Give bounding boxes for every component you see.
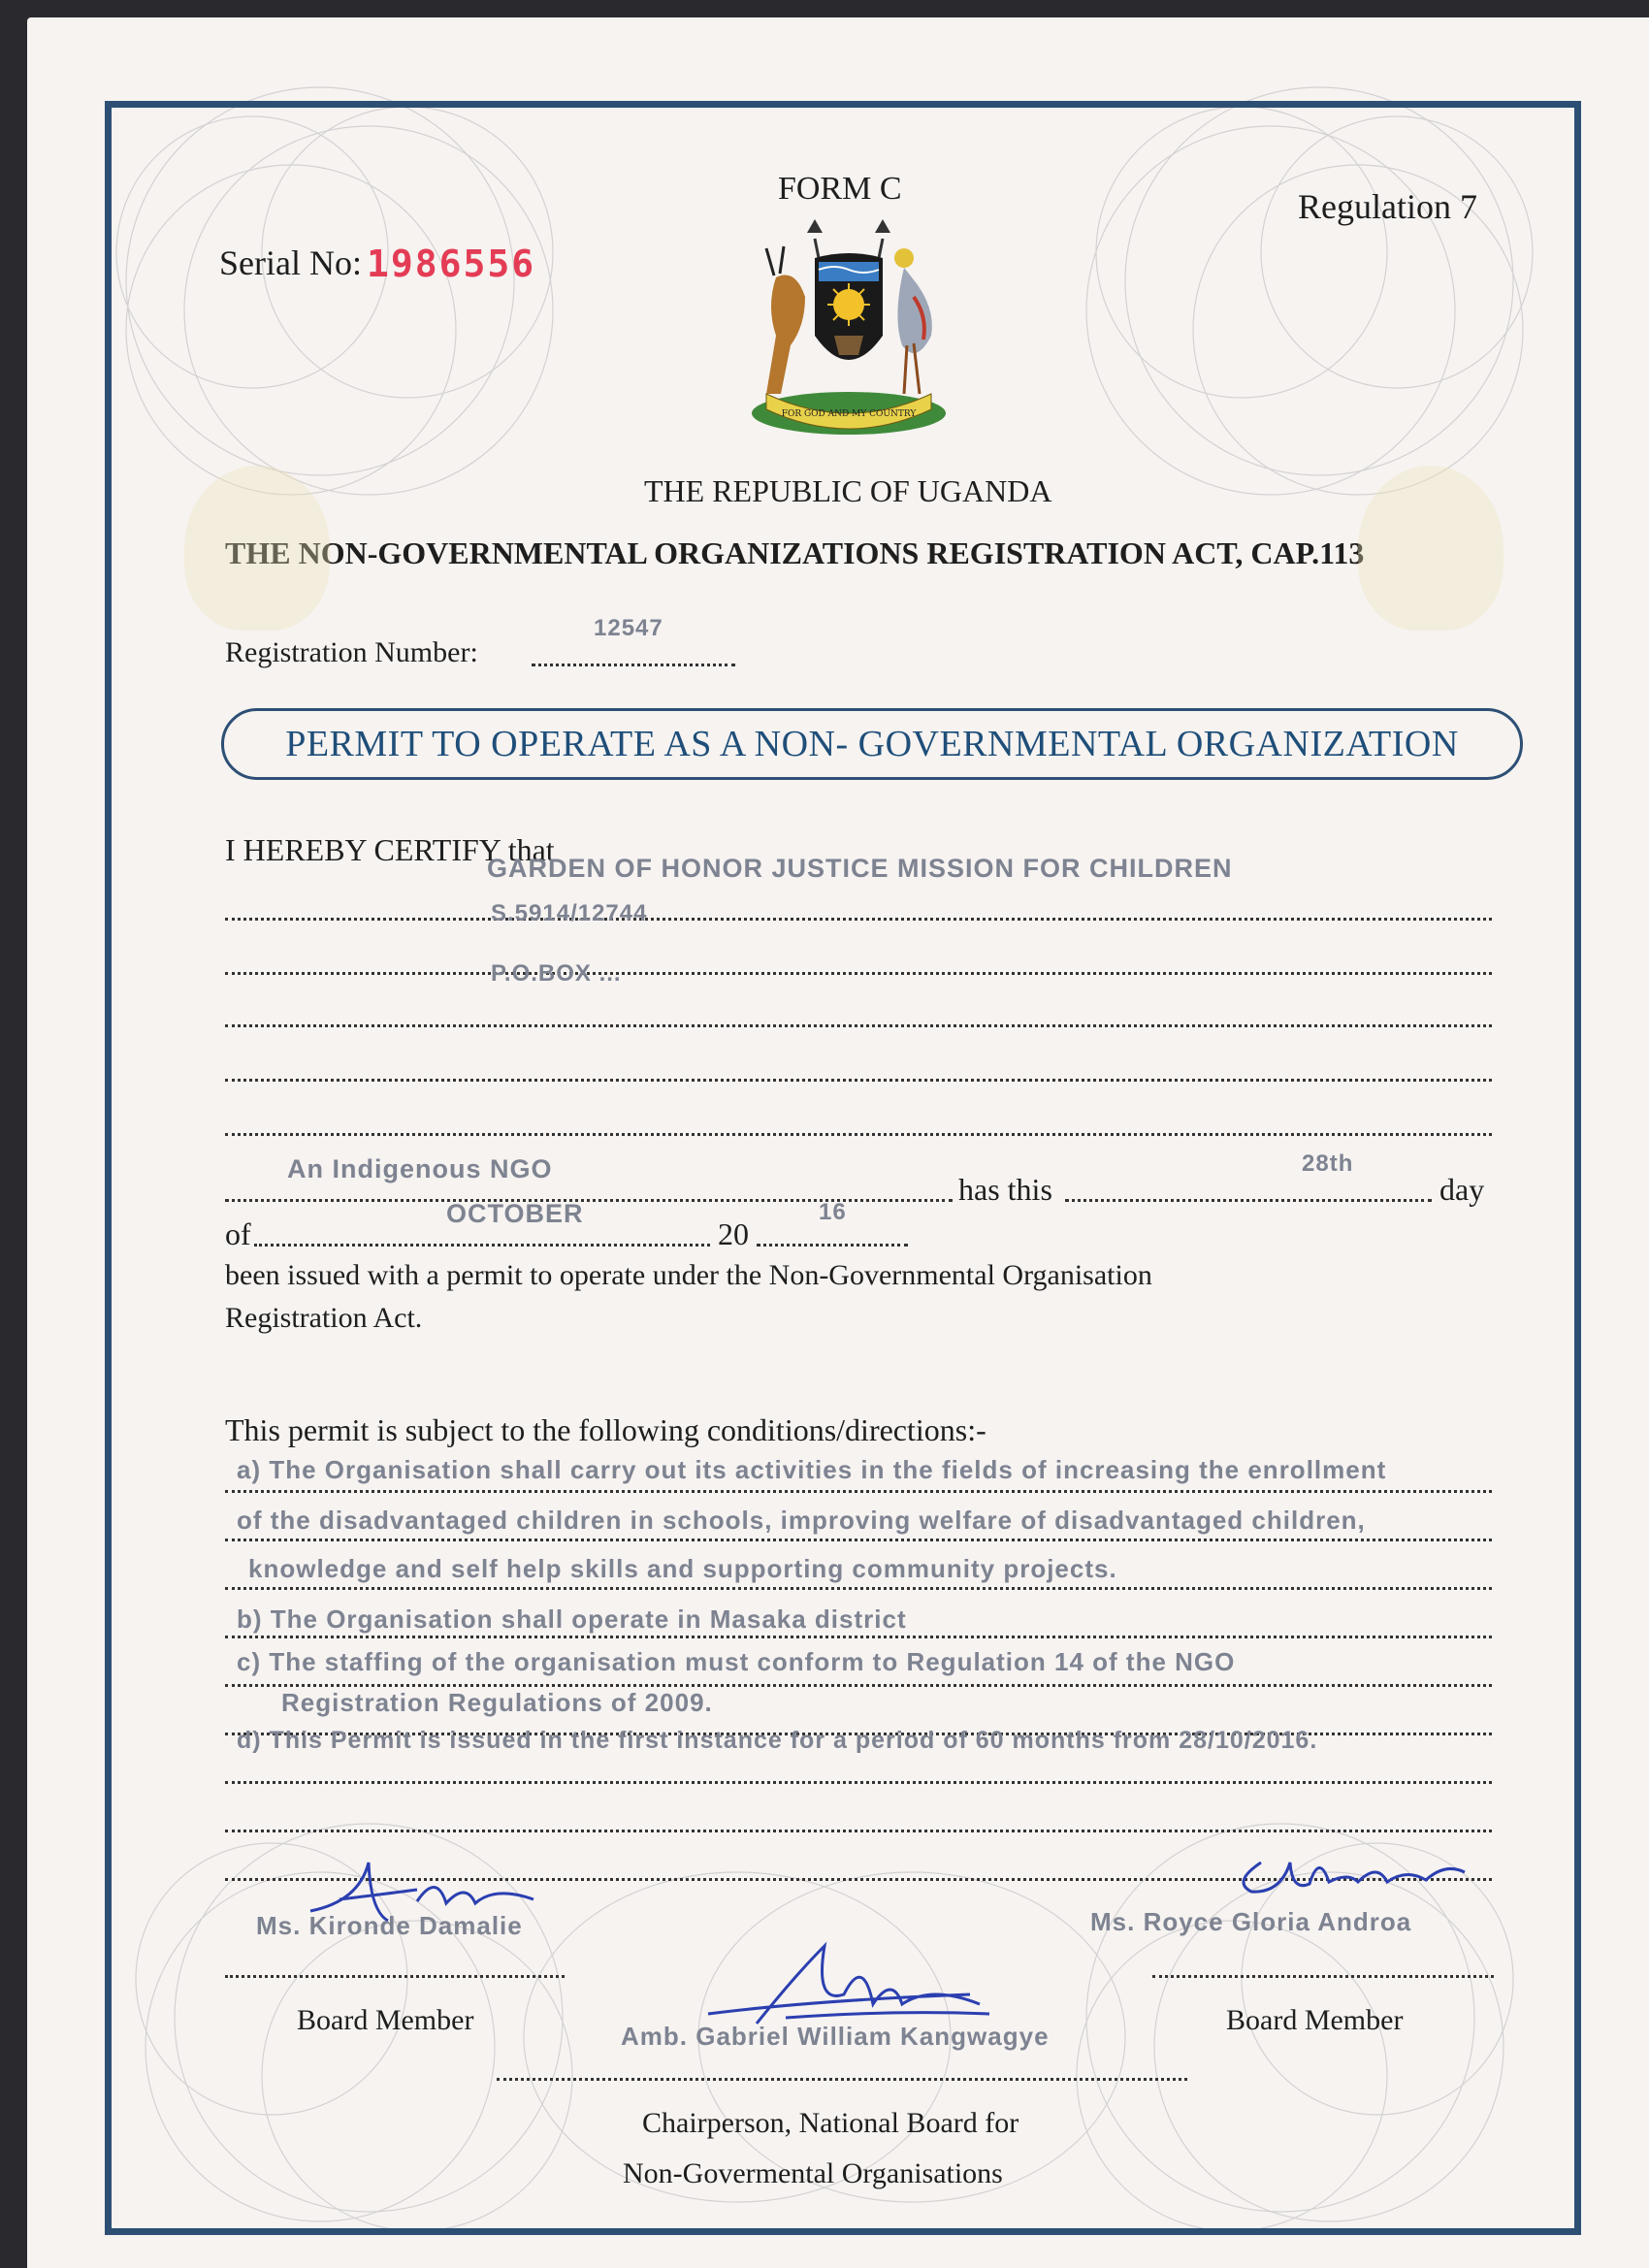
dotted-line-1 <box>225 918 1492 921</box>
org-name: GARDEN OF HONOR JUSTICE MISSION FOR CHILDREN <box>487 854 1233 883</box>
of-label: of <box>225 1216 251 1251</box>
form-label: FORM C <box>778 171 902 207</box>
certify-intro: I HEREBY CERTIFY that <box>225 832 555 867</box>
year-dotted-line <box>757 1244 908 1247</box>
left-signatory-role: Board Member <box>297 2004 474 2036</box>
condition-line-a-cont-2: knowledge and self help skills and supporting community projects. <box>248 1554 1117 1583</box>
dotted-line-3 <box>225 1024 1492 1027</box>
coat-of-arms-emblem <box>737 219 960 448</box>
day-value: 28th <box>1302 1150 1354 1177</box>
serial-number: 1986556 <box>367 243 536 285</box>
watermark-emblem-right <box>1358 466 1504 631</box>
center-signatory-role-line-2: Non-Govermental Organisations <box>623 2157 1003 2189</box>
center-signatory-role-line-1: Chairperson, National Board for <box>642 2107 1019 2139</box>
condition-dotted-line-1 <box>225 1490 1492 1493</box>
dotted-line-2 <box>225 972 1492 975</box>
conditions-heading: This permit is subject to the following conditions/directions:- <box>225 1412 986 1447</box>
condition-line-c: c) The staffing of the organisation must conform to Regulation 14 of the NGO <box>237 1647 1236 1676</box>
condition-dotted-line-7 <box>225 1781 1492 1784</box>
left-signature-line <box>225 1975 565 1978</box>
permit-title-box <box>221 708 1523 780</box>
registration-label: Registration Number: <box>225 636 478 668</box>
month-value: OCTOBER <box>446 1199 584 1228</box>
day-label: day <box>1439 1172 1485 1207</box>
registration-number: 12547 <box>594 615 663 641</box>
center-signature-line <box>497 2078 1187 2081</box>
dotted-line-4 <box>225 1079 1492 1082</box>
condition-dotted-line-4 <box>225 1636 1492 1638</box>
issued-text-line-2: Registration Act. <box>225 1302 423 1334</box>
condition-dotted-line-8 <box>225 1830 1492 1832</box>
regulation-label: Regulation 7 <box>1298 187 1477 226</box>
condition-line-a: a) The Organisation shall carry out its activities in the fields of increasing the enrollment <box>237 1455 1387 1484</box>
right-signatory-role: Board Member <box>1226 2004 1404 2036</box>
org-address: P.O.BOX ... <box>491 960 622 987</box>
year-prefix: 20 <box>718 1216 749 1251</box>
month-dotted-line <box>254 1244 710 1247</box>
right-signatory-name: Ms. Royce Gloria Androa <box>1090 1907 1412 1936</box>
has-this-label: has this <box>958 1172 1052 1207</box>
registration-dotted-line <box>532 664 735 666</box>
republic-title: THE REPUBLIC OF UGANDA <box>644 473 1052 508</box>
org-number: S.5914/12744 <box>491 900 648 926</box>
serial-label: Serial No: <box>219 243 362 282</box>
condition-line-b: b) The Organisation shall operate in Masaka district <box>237 1604 907 1634</box>
permit-title: PERMIT TO OPERATE AS A NON- GOVERNMENTAL ORGANIZATION <box>285 724 1459 764</box>
right-signature-line <box>1152 1975 1494 1978</box>
org-type: An Indigenous NGO <box>287 1154 553 1183</box>
motto-text: FOR GOD AND MY COUNTRY <box>781 409 917 419</box>
condition-dotted-line-5 <box>225 1684 1492 1687</box>
condition-line-d: d) This Permit is issued in the first instance for a period of 60 months from 28/10/2016. <box>237 1727 1318 1754</box>
left-signatory-name: Ms. Kironde Damalie <box>256 1911 523 1940</box>
act-title: THE NON-GOVERNMENTAL ORGANIZATIONS REGISTRATION ACT, CAP.113 <box>225 535 1365 570</box>
condition-line-c-cont: Registration Regulations of 2009. <box>281 1688 713 1717</box>
year-value: 16 <box>819 1199 847 1225</box>
center-signatory-name: Amb. Gabriel William Kangwagye <box>621 2022 1050 2051</box>
condition-dotted-line-2 <box>225 1539 1492 1541</box>
condition-dotted-line-3 <box>225 1587 1492 1590</box>
dotted-line-5 <box>225 1133 1492 1136</box>
issued-text-line-1: been issued with a permit to operate under the Non-Governmental Organisation <box>225 1259 1152 1291</box>
condition-line-a-cont-1: of the disadvantaged children in schools, improving welfare of disadvantaged children, <box>237 1506 1366 1535</box>
watermark-emblem-left <box>184 466 330 631</box>
day-dotted-line <box>1065 1199 1432 1202</box>
